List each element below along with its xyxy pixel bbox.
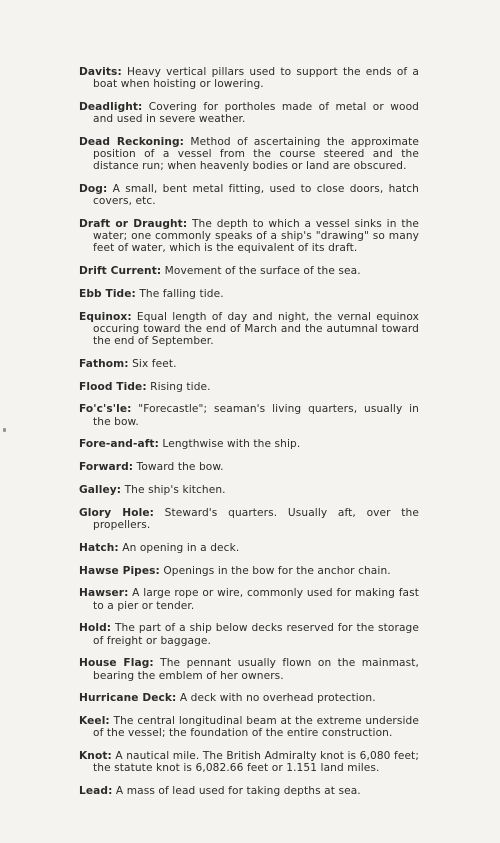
glossary-term: Knot: [79,750,112,763]
glossary-entry [79,183,419,207]
glossary-entry [79,565,419,577]
glossary-definition: A nautical mile. The British Admiralty knot is 6,080 feet; the statute knot is 6,082.66 feet or 1.151 land miles. [93,750,419,775]
glossary-term: Flood Tide: [79,380,147,393]
glossary-entry [79,622,419,646]
glossary-definition: Heavy vertical pillars used to support the ends of a boat when hoisting or lowering. [93,65,419,90]
glossary-definition: Six feet. [128,357,177,370]
glossary-entry [79,750,419,774]
glossary-definition: The depth to which a vessel sinks in the water; one commonly speaks of a ship's "drawing" so many feet of water, which is the equivalent of its draft. [93,217,419,255]
glossary-term: Ebb Tide: [79,287,136,300]
glossary-entry [79,136,419,173]
glossary-term: Galley: [79,483,122,496]
glossary-entry [79,657,419,681]
glossary-entry [79,542,419,554]
glossary-definition: A large rope or wire, commonly used for making fast to a pier or tender. [93,587,419,612]
glossary-term: Deadlight: [79,100,143,113]
paper-speck [3,428,6,432]
glossary-term: Hawse Pipes: [79,564,160,577]
glossary-entry [79,265,419,277]
glossary-definition: A deck with no overhead protection. [176,692,376,705]
glossary-definition: Lengthwise with the ship. [158,438,301,451]
glossary-definition: The part of a ship below decks reserved for the storage of freight or baggage. [93,622,419,647]
glossary-term: Keel: [79,715,110,728]
glossary-entry [79,692,419,704]
glossary-term: Glory Hole: [79,506,154,519]
glossary-definition: The central longitudinal beam at the extreme underside of the vessel; the foundation of the entire construction. [93,715,419,740]
glossary-definition: Rising tide. [146,380,211,393]
glossary-entry [79,461,419,473]
nautical-glossary [79,55,419,805]
glossary-entry [79,507,419,531]
glossary-entry [79,66,419,90]
glossary-entry [79,484,419,496]
glossary-term: Hawser: [79,587,129,600]
glossary-term: Draft or Draught: [79,217,188,230]
glossary-definition: Movement of the surface of the sea. [161,265,361,277]
glossary-term: Hold: [79,622,112,635]
glossary-term: Drift Current: [79,265,162,277]
glossary-definition: An opening in a deck. [118,541,240,554]
glossary-entry [79,587,419,611]
glossary-entry [79,785,419,797]
glossary-entry [79,358,419,370]
glossary-entry [79,403,419,427]
glossary-definition: "Forecastle"; seaman's living quarters, usually in the bow. [93,403,419,428]
glossary-entry [79,715,419,739]
glossary-definition: Covering for portholes made of metal or wood and used in severe weather. [93,100,419,125]
glossary-term: Forward: [79,461,134,474]
glossary-entry [79,438,419,450]
glossary-term: Fo'c's'le: [79,403,132,416]
glossary-term: Hatch: [79,541,119,554]
glossary-term: House Flag: [79,657,154,670]
glossary-definition: The ship's kitchen. [121,483,226,496]
glossary-term: Dog: [79,182,108,195]
glossary-definition: The pennant usually flown on the mainmast, bearing the emblem of her owners. [93,657,419,682]
glossary-term: Lead: [79,785,113,798]
glossary-term: Hurricane Deck: [79,692,177,705]
glossary-term: Dead Reckoning: [79,135,185,148]
glossary-entry [79,101,419,125]
glossary-definition: Toward the bow. [133,461,224,474]
glossary-entry [79,381,419,393]
glossary-term: Equinox: [79,310,132,323]
glossary-entry [79,218,419,255]
glossary-term: Davits: [79,65,122,78]
glossary-term: Fathom: [79,357,129,370]
glossary-term: Fore-and-aft: [79,438,159,451]
glossary-entry [79,288,419,300]
glossary-entry [79,311,419,348]
glossary-definition: Openings in the bow for the anchor chain. [159,564,391,577]
glossary-definition: Method of ascertaining the approximate position of a vessel from the course steered and the distance run; when heavenly bodies or land are obscured. [93,135,419,172]
glossary-definition: Steward's quarters. Usually aft, over the propellers. [93,506,419,531]
glossary-definition: A mass of lead used for taking depths at sea. [112,785,361,798]
glossary-definition: A small, bent metal fitting, used to close doors, hatch covers, etc. [93,182,419,207]
glossary-definition: Equal length of day and night, the vernal equinox occuring toward the end of March and the autumnal toward the end of September. [93,310,419,347]
glossary-definition: The falling tide. [135,287,224,300]
